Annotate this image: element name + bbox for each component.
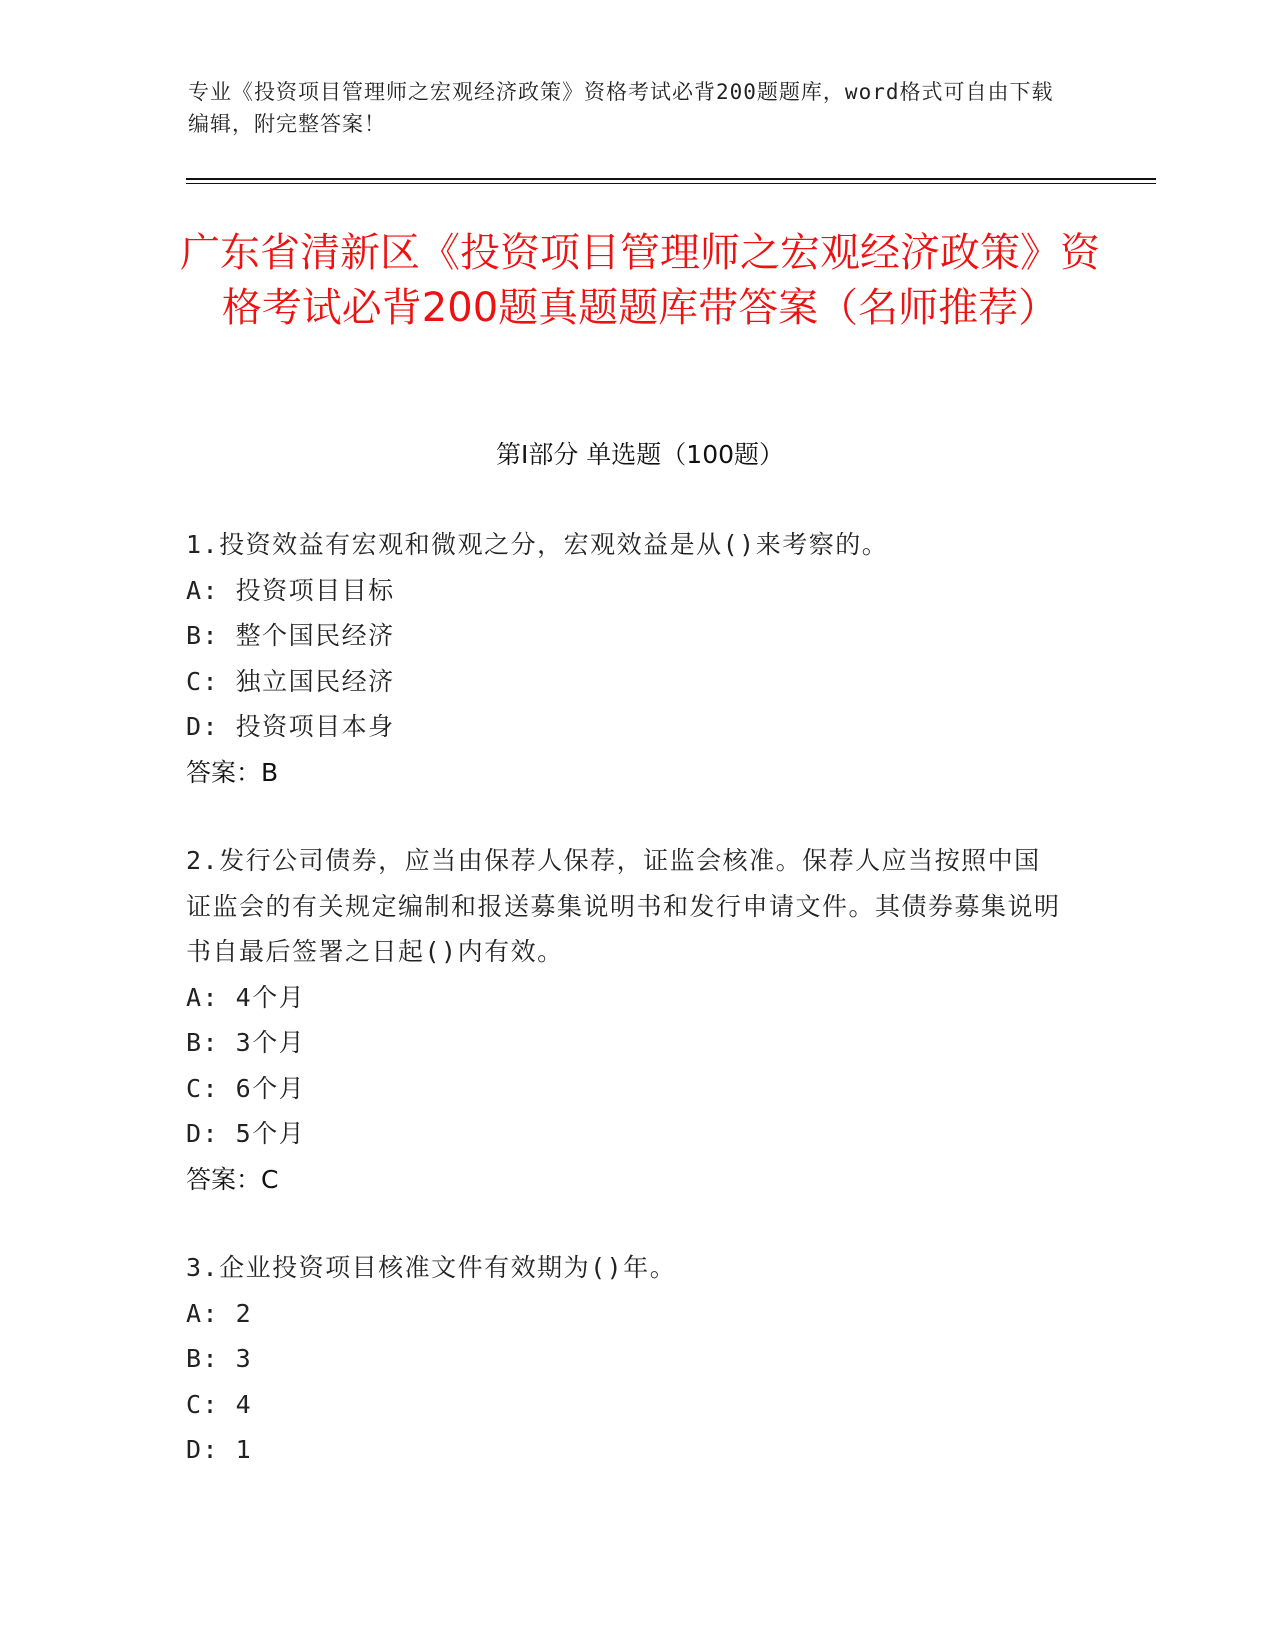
answer: 答案：B bbox=[186, 757, 279, 787]
option-c: C: 独立国民经济 bbox=[186, 666, 395, 696]
option-b: B: 3个月 bbox=[186, 1028, 306, 1057]
option-a: A: 2 bbox=[186, 1298, 253, 1328]
header-divider-thin bbox=[186, 183, 1156, 184]
document-title: 广东省清新区《投资项目管理师之宏观经济政策》资格考试必背200题真题题库带答案（名师推荐） bbox=[180, 230, 1100, 331]
option-c: C: 6个月 bbox=[186, 1073, 306, 1103]
option-a: A: 4个月 bbox=[186, 982, 306, 1012]
option-d: D: 1 bbox=[186, 1435, 253, 1464]
option-c: C: 4 bbox=[186, 1389, 253, 1419]
section-heading: 第Ⅰ部分 单选题（100题） bbox=[495, 440, 785, 469]
option-d: D: 投资项目本身 bbox=[186, 712, 395, 741]
option-b: B: 整个国民经济 bbox=[186, 621, 395, 650]
question-stem: 1.投资效益有宏观和微观之分，宏观效益是从()来考察的。 bbox=[186, 530, 889, 559]
question-stem: 3.企业投资项目核准文件有效期为()年。 bbox=[186, 1253, 677, 1282]
question-3 bbox=[186, 1245, 1066, 1473]
header-note: 专业《投资项目管理师之宏观经济政策》资格考试必背200题题库，word格式可自由下载编辑，附完整答案！ bbox=[188, 80, 1054, 136]
option-d: D: 5个月 bbox=[186, 1119, 306, 1148]
question-stem: 2.发行公司债券，应当由保荐人保荐，证监会核准。保荐人应当按照中国证监会的有关规定编制和报送募集说明书和发行申请文件。其债券募集说明书自最后签署之日起()内有效。 bbox=[186, 846, 1061, 966]
option-a: A: 投资项目目标 bbox=[186, 575, 395, 605]
question-1 bbox=[186, 522, 1066, 795]
question-2 bbox=[186, 838, 1066, 1202]
option-b: B: 3 bbox=[186, 1344, 253, 1373]
answer: 答案：C bbox=[186, 1164, 279, 1194]
header-divider-thick bbox=[186, 178, 1156, 180]
